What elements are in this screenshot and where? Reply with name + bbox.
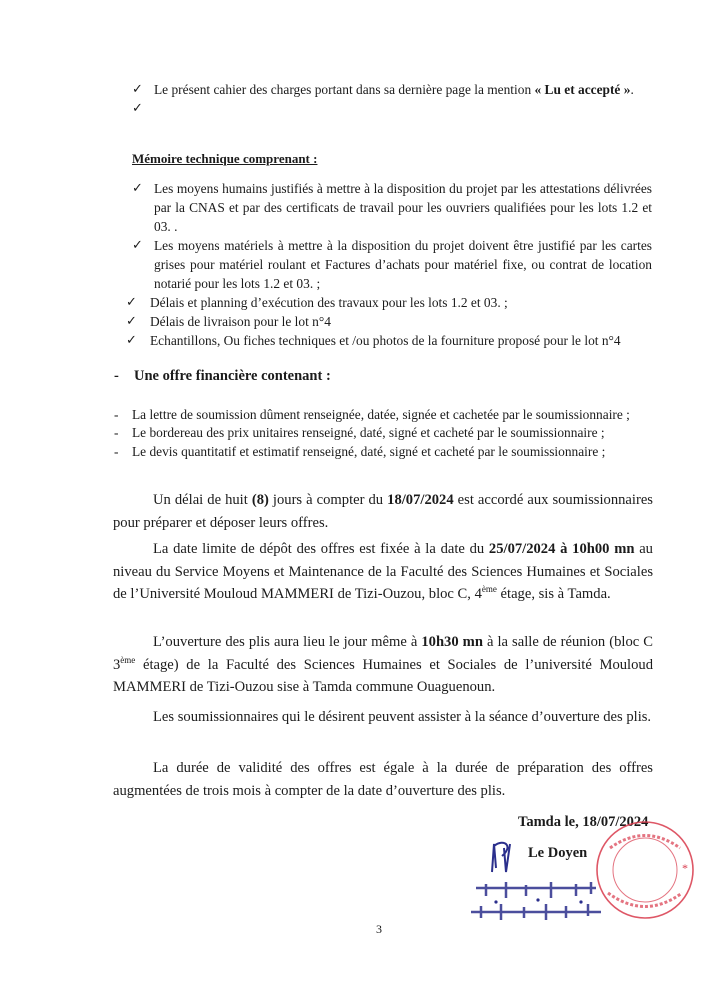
offre-item-devis: - Le devis quantitatif et estimatif renseigné, daté, signé et cacheté par le soumissionnaire ;	[114, 443, 606, 459]
check-icon: ✓	[132, 181, 143, 196]
offre-list	[114, 406, 654, 461]
check-icon: ✓	[132, 101, 143, 116]
memoire-item-moyens-materiels: ✓ Les moyens matériels à mettre à la disposition du projet doivent être justifié par les cartes grises pour matériel roulant et Factures d’achats pour matériel fixe, ou contrat de location notarié pour les lots 1.2 et 03. ;	[132, 238, 652, 291]
paragraph-delai: Un délai de huit (8) jours à compter du 18/07/2024 est accordé aux soumissionnaires pour préparer et déposer leurs offres.	[113, 492, 653, 531]
check-icon: ✓	[126, 333, 137, 348]
offre-item-lettre: - La lettre de soumission dûment renseignée, datée, signée et cachetée par le soumissionnaire ;	[114, 407, 630, 422]
paragraph-validite: La durée de validité des offres est égale à la durée de préparation des offres augmentées de trois mois à compter de la date d’ouverture des plis.	[113, 760, 653, 799]
check-icon: ✓	[132, 238, 143, 253]
handwritten-signature	[484, 838, 534, 878]
top-check-list	[130, 80, 652, 118]
signature-date: Tamda le, 18/07/2024	[518, 814, 649, 830]
check-item-cahier: ✓ Le présent cahier des charges portant dans sa dernière page la mention « Lu et accepté ».	[132, 82, 634, 97]
paragraph-ouverture: L’ouverture des plis aura lieu le jour même à 10h30 mn à la salle de réunion (bloc C 3ème étage) de la Faculté des Sciences Humaines et Sociales de l’université Mouloud MAMMERI de Tizi-Ouzou sise à Tamda commune Ouaguenoun.	[113, 634, 653, 695]
check-icon: ✓	[132, 82, 143, 97]
offre-title: - Une offre financière contenant :	[114, 368, 331, 384]
memoire-item-echantillons: ✓ Echantillons, Ou fiches techniques et /ou photos de la fourniture proposé pour le lot n°4	[126, 333, 621, 348]
check-item-empty	[130, 99, 652, 118]
official-red-stamp	[590, 808, 700, 933]
paragraph-date-limite: La date limite de dépôt des offres est fixée à la date du 25/07/2024 à 10h00 mn au niveau du Service Moyens et Maintenance de la Faculté des Sciences Humaines et Sociales de l’Université Mouloud MAMMERI de Tizi-Ouzou, bloc C, 4ème étage, sis à Tamda.	[113, 541, 653, 602]
memoire-item-delais-livraison: ✓ Délais de livraison pour le lot n°4	[126, 314, 331, 329]
memoire-item-moyens-humains: ✓ Les moyens humains justifiés à mettre à la disposition du projet par les attestations délivrées par la CNAS et par des certificats de travail pour les ouvriers qualifiées pour les lots 1.2 et 03. .	[132, 181, 652, 234]
offre-item-bordereau: - Le bordereau des prix unitaires renseigné, daté, signé et cacheté par le soumissionnaire ;	[114, 425, 605, 441]
paragraph-seance: Les soumissionnaires qui le désirent peuvent assister à la séance d’ouverture des plis.	[153, 709, 652, 725]
svg-text:*: *	[682, 861, 688, 875]
check-icon: ✓	[126, 295, 137, 310]
check-icon: ✓	[126, 314, 137, 329]
signature-title: Le Doyen	[528, 845, 588, 861]
memoire-title: Mémoire technique comprenant :	[132, 151, 318, 166]
memoire-item-delais-planning: ✓ Délais et planning d’exécution des travaux pour les lots 1.2 et 03. ;	[126, 295, 508, 310]
page-number: 3	[376, 922, 382, 936]
memoire-check-list	[126, 179, 652, 350]
arabic-ink-stamp	[466, 876, 606, 926]
